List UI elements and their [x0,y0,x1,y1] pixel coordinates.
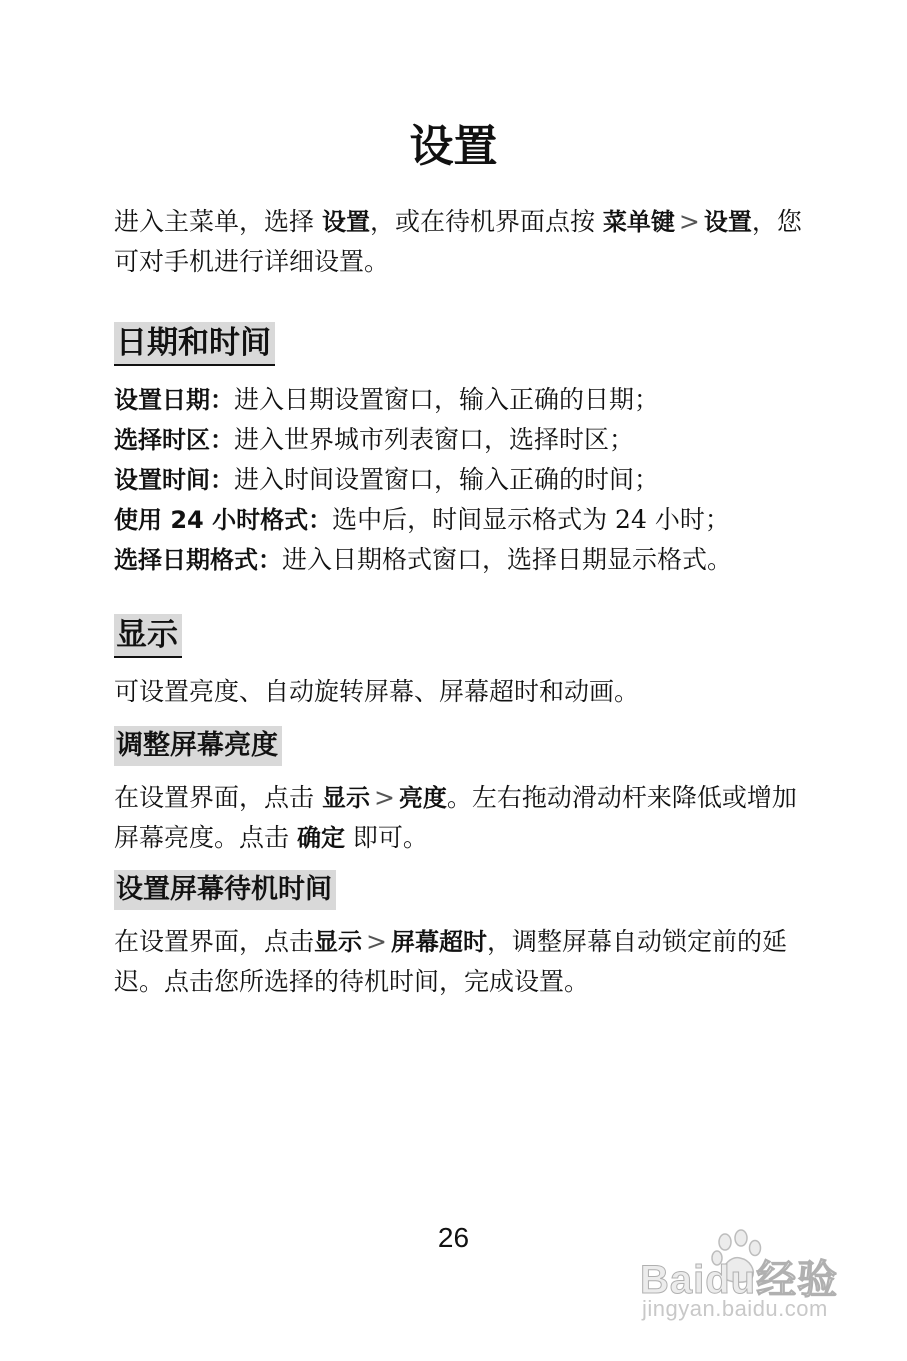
date-time-item-label: 设置时间： [114,466,234,494]
date-time-item-label: 设置日期： [114,386,234,414]
intro-text-1: 进入主菜单，选择 [114,207,322,236]
brightness-paragraph [114,778,804,858]
standby-text-1: 在设置界面，点击 [114,927,315,956]
intro-menu-key-term: 菜单键 [602,208,675,236]
date-time-item-text: 进入时间设置窗口，输入正确的时间； [234,465,660,494]
baidu-watermark [640,1228,860,1328]
standby-text-2: ，调整屏幕自动锁定前的延迟。点击您所选择的待机时间，完成设置。 [114,927,787,996]
standby-separator: > [366,927,387,956]
standby-display-term: 显示 [314,928,363,956]
brightness-display-term: 显示 [321,784,370,812]
watermark-url: jingyan.baidu.com [642,1296,828,1321]
date-time-item-text: 进入日期设置窗口，输入正确的日期； [234,385,660,414]
date-time-item-text: 进入世界城市列表窗口，选择时区； [234,425,635,454]
subsection-heading-standby: 设置屏幕待机时间 [114,870,336,910]
standby-timeout-term: 屏幕超时 [390,928,487,956]
brightness-term: 亮度 [398,784,447,812]
standby-paragraph [114,922,804,1002]
page-number: 26 [437,1222,470,1253]
intro-paragraph [114,202,804,282]
date-time-item [114,540,804,580]
intro-separator: > [678,207,700,236]
date-time-item [114,380,804,420]
date-time-item-text: 选中后，时间显示格式为 24 小时； [332,505,730,534]
page-title: 设置 [409,121,498,172]
date-time-item [114,500,804,540]
brightness-text-3: 即可。 [344,823,428,852]
brightness-text-1: 在设置界面，点击 [114,783,322,812]
intro-settings-term-2: 设置 [703,208,752,236]
brightness-text-2: 。左右拖动滑动杆来降低或增加屏幕亮度。点击 [114,783,797,852]
section-heading-display: 显示 [114,614,182,658]
brightness-separator: > [373,783,395,812]
intro-text-3: ，您可对手机进行详细设置。 [114,207,802,276]
subsection-heading-brightness: 调整屏幕亮度 [114,726,282,766]
page-content [114,202,804,1002]
brightness-confirm-term: 确定 [296,824,345,852]
watermark-logo: Baidu经验 [640,1258,839,1302]
date-time-item-label: 选择时区： [114,426,234,454]
date-time-item-label: 选择日期格式： [114,546,282,574]
date-time-item [114,420,804,460]
date-time-item-label: 使用 24 小时格式： [114,506,333,534]
intro-text-2: ，或在待机界面点按 [369,207,603,236]
date-time-item [114,460,804,500]
section-heading-date-time: 日期和时间 [114,322,275,366]
display-intro: 可设置亮度、自动旋转屏幕、屏幕超时和动画。 [114,677,640,706]
intro-settings-term: 设置 [321,208,370,236]
date-time-item-text: 进入日期格式窗口，选择日期显示格式。 [282,545,733,574]
